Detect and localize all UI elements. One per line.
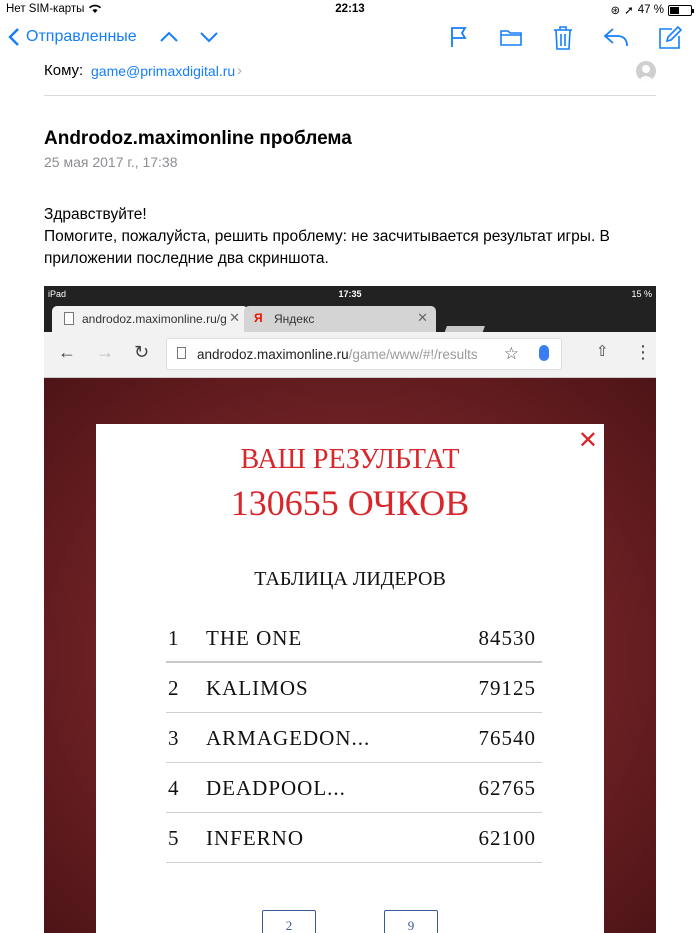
leaderboard-title: ТАБЛИЦА ЛИДЕРОВ — [254, 568, 446, 590]
screenshot-device: iPad — [48, 289, 67, 299]
rank: 1 — [168, 626, 180, 650]
pager-button-prev: 2 — [262, 910, 316, 933]
player-name: INFERNO — [206, 826, 305, 850]
status-time: 22:13 — [335, 3, 365, 15]
page-icon — [177, 347, 186, 359]
tab-label: androdoz.maximonline.ru/g — [82, 312, 227, 326]
avatar[interactable] — [636, 61, 656, 81]
status-bar — [0, 0, 700, 20]
result-title: ВАШ РЕЗУЛЬТАТ — [240, 444, 460, 475]
message-body — [44, 204, 654, 270]
screenshot-time: 17:35 — [338, 289, 362, 299]
player-score: 79125 — [478, 676, 536, 700]
message-subject: Androdoz.maximonline проблема — [44, 128, 352, 149]
mail-toolbar — [0, 20, 700, 58]
url-path: /game/www/#!/results — [348, 347, 478, 362]
yandex-icon: Я — [254, 311, 263, 325]
player-score: 62765 — [478, 776, 536, 800]
chevron-down-icon[interactable] — [199, 31, 219, 43]
player-name: ARMAGEDON... — [206, 726, 371, 750]
body-paragraph: Помогите, пожалуйста, решить проблему: не засчитывается результат игры. В приложении последние два скриншота. — [44, 228, 610, 267]
arrow-left-icon: ← — [58, 342, 76, 362]
message-date: 25 мая 2017 г., 17:38 — [44, 154, 178, 170]
recipient-address[interactable]: game@primaxdigital.ru — [91, 63, 236, 79]
battery-percent: 47 % — [637, 4, 664, 16]
chevron-right-icon: › — [237, 62, 242, 79]
result-score: 130655 ОЧКОВ — [230, 483, 470, 523]
pager-button-next: 9 — [384, 910, 438, 933]
browser-tab-active — [52, 306, 248, 332]
browser-tabstrip — [44, 302, 656, 332]
close-icon: ✕ — [229, 310, 240, 325]
rank: 2 — [168, 676, 180, 700]
carrier-label: Нет SIM-карты — [6, 3, 85, 15]
leaderboard-row — [166, 713, 542, 763]
recipient-row — [44, 60, 656, 96]
body-greeting: Здравствуйте! — [44, 206, 147, 223]
back-label: Отправленные — [26, 28, 137, 45]
back-button[interactable] — [8, 27, 219, 47]
player-name: KALIMOS — [206, 676, 309, 700]
to-label: Кому: — [44, 62, 84, 79]
player-score: 76540 — [478, 726, 536, 750]
results-panel — [96, 424, 604, 933]
player-name: THE ONE — [206, 626, 303, 650]
player-score: 84530 — [478, 626, 536, 650]
lock-rotation-icon: ⊛ — [610, 5, 621, 17]
player-score: 62100 — [478, 826, 536, 850]
close-icon: ✕ — [577, 427, 598, 454]
close-icon: ✕ — [417, 310, 428, 325]
location-icon: ➚ — [624, 5, 634, 17]
screenshot-status-bar — [44, 286, 656, 302]
folder-icon[interactable] — [500, 26, 522, 48]
url-field — [166, 338, 562, 370]
rank: 3 — [168, 726, 180, 750]
reply-icon[interactable] — [603, 26, 629, 48]
chevron-left-icon — [8, 27, 20, 47]
arrow-right-icon: → — [96, 342, 114, 362]
flag-icon[interactable] — [450, 26, 468, 48]
browser-toolbar — [44, 332, 656, 378]
leaderboard-row — [166, 613, 542, 663]
mic-icon — [539, 345, 549, 361]
page-icon — [64, 312, 74, 325]
url-host: androdoz.maximonline.ru — [197, 347, 349, 362]
screenshot-battery: 15 % — [631, 289, 652, 299]
star-icon: ☆ — [503, 344, 519, 363]
chevron-up-icon[interactable] — [159, 31, 179, 43]
battery-icon — [668, 5, 692, 16]
rank: 5 — [168, 826, 180, 850]
trash-icon[interactable] — [553, 26, 573, 50]
reload-icon: ↻ — [134, 342, 150, 362]
compose-icon[interactable] — [658, 26, 682, 50]
attached-screenshot[interactable] — [44, 286, 656, 933]
leaderboard-row — [166, 763, 542, 813]
share-icon: ⇧ — [596, 343, 609, 360]
player-name: DEADPOOL... — [206, 776, 346, 800]
rank: 4 — [168, 776, 180, 800]
leaderboard-row — [166, 813, 542, 863]
more-icon: ⋮ — [634, 342, 652, 362]
tab-label: Яндекс — [274, 312, 315, 326]
browser-tab-yandex — [244, 306, 436, 332]
leaderboard-row — [166, 663, 542, 713]
